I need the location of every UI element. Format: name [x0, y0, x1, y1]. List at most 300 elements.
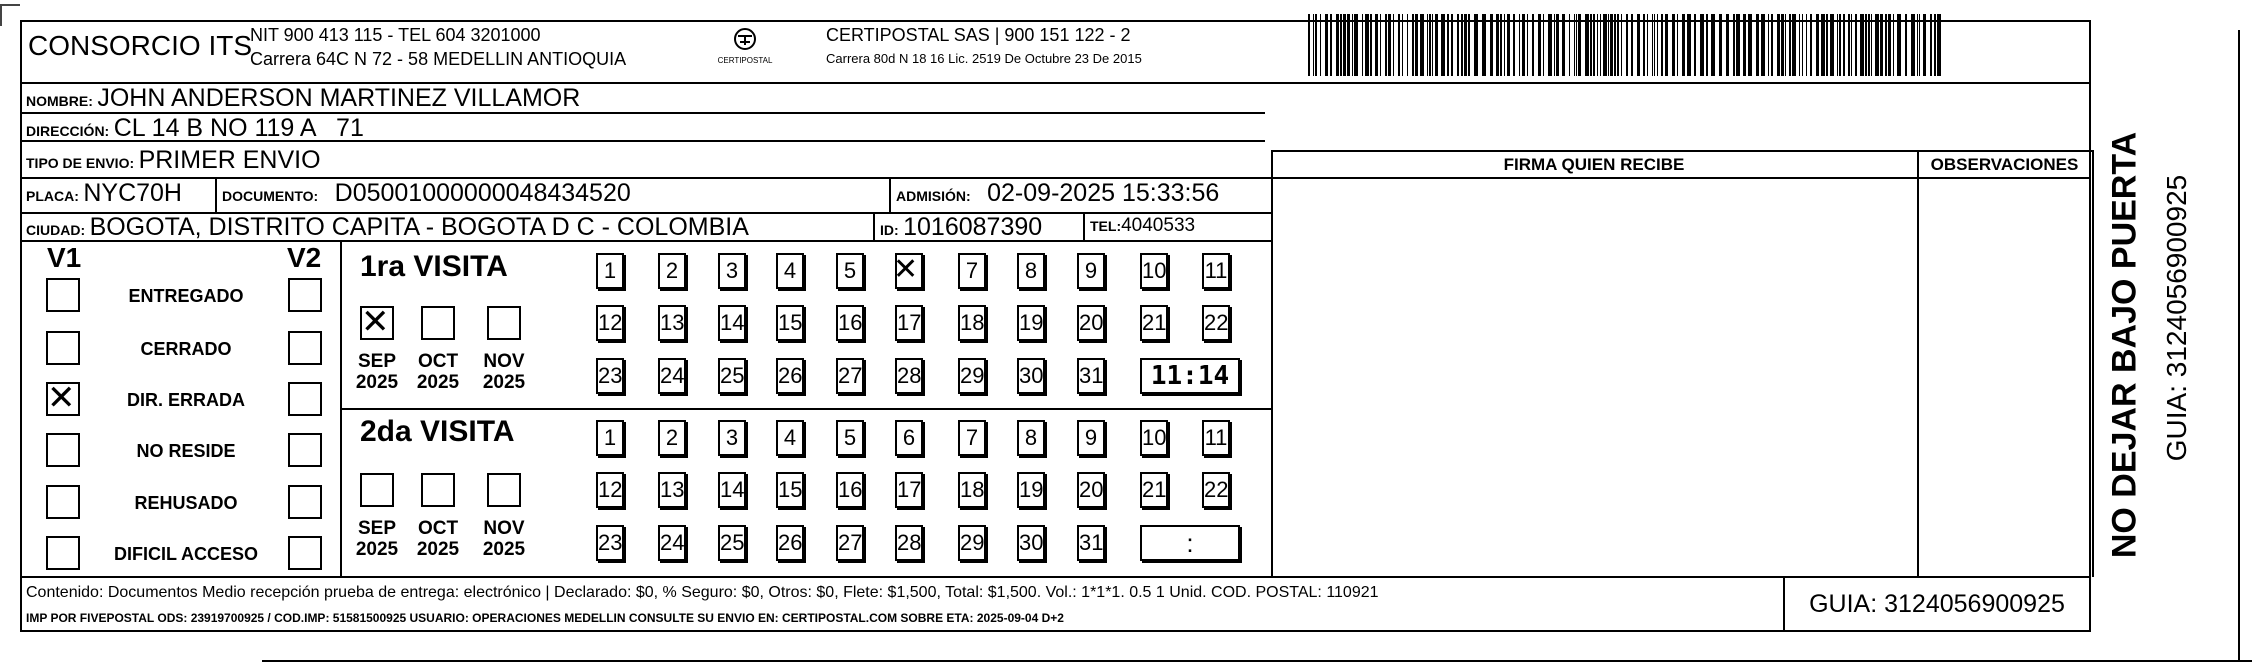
- barcode-bar: [1871, 14, 1872, 76]
- day-box[interactable]: 18: [958, 305, 986, 341]
- barcode-bar: [1362, 14, 1363, 76]
- month-label: [413, 351, 463, 393]
- month-year: 2025: [355, 539, 399, 560]
- contenido-text: Contenido: Documentos Medio recepción prueba de entrega: electrónico | Declarado: $0, % Seguro: $0, Otros: $0, Flete: $1,500, Total: $1,500. Vol.: 1*1*1. 0.5 1 Unid. COD. POSTAL: 110921: [26, 584, 1379, 601]
- barcode-bar: [1860, 14, 1864, 76]
- placa-label: PLACA:: [26, 188, 79, 204]
- barcode-bar: [1647, 14, 1648, 76]
- v1-checkbox[interactable]: [46, 278, 80, 312]
- cell-divider: [1083, 213, 1085, 240]
- ciudad-label: CIUDAD:: [26, 222, 86, 238]
- barcode-bar: [1532, 14, 1534, 76]
- day-box[interactable]: 4: [776, 420, 804, 456]
- barcode-bar: [1830, 14, 1834, 76]
- day-box[interactable]: 12: [596, 472, 624, 508]
- day-box[interactable]: 3: [718, 253, 746, 289]
- day-box[interactable]: 25: [718, 525, 746, 561]
- status-option-label: DIFICIL ACCESO: [113, 544, 258, 564]
- v1-checkbox[interactable]: [46, 485, 80, 519]
- v1-checkbox[interactable]: [46, 536, 80, 570]
- company-name: CONSORCIO ITS: [28, 30, 253, 61]
- day-box[interactable]: 31: [1077, 525, 1105, 561]
- barcode-bar: [1855, 14, 1857, 76]
- barcode-bar: [1519, 14, 1520, 76]
- barcode-bar: [1556, 14, 1559, 76]
- tel-label: TEL:: [1090, 218, 1122, 234]
- barcode-bar: [1610, 14, 1613, 76]
- day-box[interactable]: 17: [895, 305, 923, 341]
- day-box[interactable]: 20: [1077, 472, 1105, 508]
- barcode-bar: [1385, 14, 1387, 76]
- barcode-bar: [1578, 14, 1581, 76]
- v2-checkbox[interactable]: [288, 433, 322, 467]
- barcode-bar: [1893, 14, 1894, 76]
- day-box[interactable]: 17: [895, 472, 923, 508]
- barcode-bar: [1637, 14, 1640, 76]
- cell-divider: [215, 178, 217, 212]
- barcode-bar: [1781, 14, 1784, 76]
- barcode-bar: [1352, 14, 1353, 76]
- ciudad-cell: [26, 213, 749, 242]
- barcode-bar: [1614, 14, 1616, 76]
- month-year: 2025: [355, 372, 399, 393]
- barcode-bar: [1380, 14, 1381, 76]
- barcode-bar: [1504, 14, 1505, 76]
- barcode-bar: [1569, 14, 1570, 76]
- barcode-bar: [1482, 14, 1486, 76]
- nombre-label: NOMBRE:: [26, 93, 93, 109]
- row-rule: [20, 576, 2091, 578]
- barcode-bar: [1451, 14, 1453, 76]
- tel-cell: [1090, 215, 1195, 237]
- visit-2-title: 2da VISITA: [360, 415, 515, 448]
- barcode-bar: [1336, 14, 1339, 76]
- barcode-bar: [1652, 14, 1653, 76]
- barcode-bar: [1785, 14, 1786, 76]
- placa-value: NYC70H: [83, 179, 182, 207]
- month-checkbox[interactable]: [360, 302, 394, 342]
- barcode-bar: [1320, 14, 1321, 76]
- barcode-bar: [1826, 14, 1828, 76]
- placa-cell: [26, 179, 182, 208]
- day-box[interactable]: 22: [1202, 305, 1230, 341]
- barcode-bar: [1806, 14, 1807, 76]
- barcode-bar: [1865, 14, 1867, 76]
- day-box[interactable]: 19: [1017, 305, 1045, 341]
- barcode-bar: [1843, 14, 1845, 76]
- barcode-bar: [1308, 14, 1310, 76]
- status-option-label: REHUSADO: [134, 493, 238, 513]
- barcode-bar: [1810, 14, 1812, 76]
- visit-divider: [340, 408, 1272, 410]
- direccion-value: CL 14 B NO 119 A 71: [113, 114, 364, 142]
- barcode-bar: [1608, 14, 1609, 76]
- time-field[interactable]: 11:14: [1140, 358, 1240, 394]
- barcode-bar: [1839, 14, 1841, 76]
- month-label: [479, 518, 529, 560]
- barcode-bar: [1930, 14, 1932, 76]
- month-checkbox[interactable]: [421, 473, 455, 507]
- v2-header: V2: [287, 242, 322, 273]
- corner-mark: [0, 4, 20, 7]
- barcode-bar: [1507, 14, 1510, 76]
- barcode-bar: [1768, 14, 1769, 76]
- barcode-bar: [1748, 14, 1752, 76]
- nombre-value: JOHN ANDERSON MARTINEZ VILLAMOR: [97, 84, 581, 112]
- id-cell: [880, 213, 1042, 242]
- barcode-bar: [1706, 14, 1708, 76]
- day-box[interactable]: 19: [1017, 472, 1045, 508]
- direccion-row: [26, 114, 364, 143]
- v1-checkbox[interactable]: [46, 331, 80, 365]
- barcode-bar: [1777, 14, 1780, 76]
- barcode-bar: [1868, 14, 1870, 76]
- corner-mark: [0, 4, 2, 26]
- day-box[interactable]: 23: [596, 525, 624, 561]
- obs-right-divider: [2092, 150, 2094, 577]
- day-box[interactable]: 30: [1017, 525, 1045, 561]
- barcode-bar: [1543, 14, 1544, 76]
- side-guia: GUIA: 3124056900925: [2161, 174, 2192, 462]
- day-box[interactable]: 29: [958, 358, 986, 394]
- day-box[interactable]: 29: [958, 525, 986, 561]
- month-name: SEP: [357, 518, 397, 539]
- barcode-bar: [1370, 14, 1372, 76]
- day-box[interactable]: 5: [836, 420, 864, 456]
- tel-value: 4040533: [1121, 215, 1196, 236]
- barcode-bar: [1905, 14, 1907, 76]
- barcode-bar: [1848, 14, 1850, 76]
- month-name: OCT: [417, 518, 459, 539]
- time-field[interactable]: :: [1140, 525, 1240, 561]
- day-box[interactable]: 7: [958, 420, 986, 456]
- barcode-bar: [1527, 14, 1528, 76]
- day-box[interactable]: 16: [836, 305, 864, 341]
- barcode-bar: [1661, 14, 1663, 76]
- barcode-bar: [1474, 14, 1478, 76]
- day-box[interactable]: 11: [1202, 253, 1230, 289]
- month-checkbox[interactable]: [487, 473, 521, 507]
- day-box[interactable]: 2: [658, 253, 686, 289]
- barcode-bar: [1388, 14, 1391, 76]
- day-box[interactable]: 22: [1202, 472, 1230, 508]
- month-checkbox[interactable]: [421, 306, 455, 340]
- admision-value: 02-09-2025 15:33:56: [987, 179, 1220, 207]
- month-checkbox[interactable]: [360, 473, 394, 507]
- barcode-bar: [1885, 14, 1887, 76]
- day-box[interactable]: 27: [836, 358, 864, 394]
- barcode-bar: [1617, 14, 1619, 76]
- company-address: Carrera 64C N 72 - 58 MEDELLIN ANTIOQUIA: [250, 49, 627, 69]
- id-value: 1016087390: [903, 213, 1043, 241]
- firma-area[interactable]: [1273, 180, 1915, 574]
- day-box[interactable]: 26: [776, 358, 804, 394]
- day-box[interactable]: 25: [718, 358, 746, 394]
- v1-checkbox[interactable]: [46, 378, 80, 418]
- barcode-bar: [1626, 14, 1628, 76]
- month-checkbox[interactable]: [487, 306, 521, 340]
- barcode-bar: [1554, 14, 1555, 76]
- documento-label: DOCUMENTO:: [222, 188, 319, 204]
- barcode-bar: [1631, 14, 1633, 76]
- form-shadow: [2238, 30, 2240, 662]
- month-label: [352, 518, 402, 560]
- status-option-label: NO RESIDE: [136, 441, 236, 461]
- nombre-row: [26, 84, 580, 113]
- tipo-row: [26, 146, 321, 175]
- barcode-bar: [1574, 14, 1575, 76]
- barcode-bar: [1313, 14, 1314, 76]
- day-box[interactable]: 1: [596, 253, 624, 289]
- barcode-bar: [1420, 14, 1424, 76]
- day-box[interactable]: 1: [596, 420, 624, 456]
- day-box[interactable]: [895, 253, 923, 289]
- month-year: 2025: [482, 539, 526, 560]
- barcode-bar: [1923, 14, 1926, 76]
- carrier-name: CERTIPOSTAL SAS | 900 151 122 - 2: [826, 25, 1131, 45]
- barcode-bar: [1402, 14, 1403, 76]
- day-box[interactable]: 5: [836, 253, 864, 289]
- day-box[interactable]: 9: [1077, 420, 1105, 456]
- cell-divider: [873, 213, 875, 240]
- barcode-bar: [1407, 14, 1408, 76]
- barcode-bar: [1600, 14, 1601, 76]
- barcode-bar: [1934, 14, 1936, 76]
- day-box[interactable]: 8: [1017, 420, 1045, 456]
- barcode-bar: [1821, 14, 1825, 76]
- direccion-label: DIRECCIÓN:: [26, 123, 110, 139]
- day-box[interactable]: 15: [776, 472, 804, 508]
- barcode-bar: [1585, 14, 1589, 76]
- cell-divider: [889, 178, 891, 212]
- barcode-bar: [1603, 14, 1607, 76]
- day-box[interactable]: 24: [658, 358, 686, 394]
- documento-value: D05001000000048434520: [334, 179, 631, 207]
- barcode-bar: [1330, 14, 1332, 76]
- day-box[interactable]: 14: [718, 472, 746, 508]
- barcode-bar: [1398, 14, 1400, 76]
- right-top-rule: [1271, 150, 2092, 152]
- barcode-bar: [1888, 14, 1891, 76]
- barcode-bar: [1837, 14, 1838, 76]
- tipo-value: PRIMER ENVIO: [138, 146, 321, 174]
- barcode-bar: [1325, 14, 1328, 76]
- v2-checkbox[interactable]: [288, 536, 322, 570]
- barcode-bar: [1643, 14, 1645, 76]
- barcode-bar: [1490, 14, 1493, 76]
- day-box[interactable]: 21: [1140, 472, 1168, 508]
- svg-text:CERTIPOSTAL: CERTIPOSTAL: [717, 56, 773, 65]
- barcode-bar: [1562, 14, 1565, 76]
- barcode-bar: [1694, 14, 1696, 76]
- barcode-bar: [1911, 14, 1915, 76]
- barcode-bar: [1435, 14, 1438, 76]
- barcode-bar: [1593, 14, 1595, 76]
- barcode-bar: [1315, 14, 1317, 76]
- day-box[interactable]: 31: [1077, 358, 1105, 394]
- status-option-label: ENTREGADO: [128, 286, 244, 306]
- month-year: 2025: [482, 372, 526, 393]
- barcode-bar: [1880, 14, 1883, 76]
- barcode-bar: [1733, 14, 1735, 76]
- day-box[interactable]: 16: [836, 472, 864, 508]
- x-mark-icon: ✕: [361, 302, 390, 342]
- company-nit: NIT 900 413 115 - TEL 604 3201000: [250, 25, 541, 45]
- day-box[interactable]: 10: [1140, 253, 1168, 289]
- barcode-bar: [1937, 14, 1941, 76]
- documento-cell: [222, 179, 631, 208]
- barcode-bar: [1682, 14, 1685, 76]
- day-box[interactable]: 6: [895, 420, 923, 456]
- month-label: [413, 518, 463, 560]
- status-option-label: CERRADO: [140, 339, 232, 359]
- id-label: ID:: [880, 222, 899, 238]
- barcode-bar: [1711, 14, 1715, 76]
- day-box[interactable]: 27: [836, 525, 864, 561]
- day-box[interactable]: 7: [958, 253, 986, 289]
- barcode-bar: [1393, 14, 1394, 76]
- firma-header: FIRMA QUIEN RECIBE: [1503, 155, 1685, 174]
- barcode-bar: [1736, 14, 1740, 76]
- barcode-bar: [1590, 14, 1592, 76]
- day-box[interactable]: 30: [1017, 358, 1045, 394]
- ciudad-value: BOGOTA, DISTRITO CAPITA - BOGOTA D C - COLOMBIA: [89, 213, 749, 241]
- barcode-bar: [1538, 14, 1541, 76]
- v2-checkbox[interactable]: [288, 485, 322, 519]
- barcode-bar: [1816, 14, 1819, 76]
- form-shadow: [262, 660, 2252, 662]
- barcode-bar: [1756, 14, 1759, 76]
- barcode-bar: [1513, 14, 1515, 76]
- barcode-bar: [1677, 14, 1678, 76]
- v2-checkbox[interactable]: [288, 331, 322, 365]
- barcode-bar: [1447, 14, 1449, 76]
- day-box[interactable]: 8: [1017, 253, 1045, 289]
- barcode-bar: [1429, 14, 1431, 76]
- barcode-bar: [1347, 14, 1350, 76]
- barcode-bar: [1432, 14, 1433, 76]
- barcode-bar: [1719, 14, 1722, 76]
- barcode-bar: [1917, 14, 1918, 76]
- day-box[interactable]: 20: [1077, 305, 1105, 341]
- barcode-bar: [1427, 14, 1428, 76]
- barcode-bar: [1851, 14, 1852, 76]
- imp-text: IMP POR FIVEPOSTAL ODS: 23919700925 / COD.IMP: 51581500925 USUARIO: OPERACIONES MEDELLIN CONSULTE SU ENVIO EN: CERTIPOSTAL.COM SOBRE ETA: 2025-09-04 D+2: [26, 611, 1064, 625]
- day-box[interactable]: 15: [776, 305, 804, 341]
- barcode: [1308, 14, 1944, 76]
- month-name: SEP: [357, 351, 397, 372]
- barcode-bar: [1802, 14, 1803, 76]
- barcode-bar: [1522, 14, 1525, 76]
- day-box[interactable]: 26: [776, 525, 804, 561]
- v1-checkbox[interactable]: [46, 433, 80, 467]
- barcode-bar: [1464, 14, 1467, 76]
- day-box[interactable]: 13: [658, 472, 686, 508]
- day-box[interactable]: 2: [658, 420, 686, 456]
- status-option-label: DIR. ERRADA: [126, 390, 245, 410]
- x-mark-icon: ✕: [47, 378, 76, 418]
- day-box[interactable]: 3: [718, 420, 746, 456]
- month-name: OCT: [417, 351, 459, 372]
- day-box[interactable]: 12: [596, 305, 624, 341]
- day-box[interactable]: 9: [1077, 253, 1105, 289]
- day-box[interactable]: 11: [1202, 420, 1230, 456]
- barcode-bar: [1771, 14, 1773, 76]
- month-year: 2025: [416, 372, 460, 393]
- certipostal-logo: [705, 25, 785, 69]
- barcode-bar: [1415, 14, 1418, 76]
- barcode-bar: [1354, 14, 1358, 76]
- day-box[interactable]: 28: [895, 525, 923, 561]
- day-box[interactable]: 13: [658, 305, 686, 341]
- observaciones-area[interactable]: [1919, 180, 2090, 574]
- no-dejar-bajo-puerta: NO DEJAR BAJO PUERTA: [2105, 131, 2144, 559]
- barcode-bar: [1789, 14, 1791, 76]
- barcode-bar: [1726, 14, 1729, 76]
- admision-cell: [896, 179, 1219, 208]
- barcode-bar: [1687, 14, 1691, 76]
- visit-1-title: 1ra VISITA: [360, 250, 508, 283]
- barcode-bar: [1665, 14, 1668, 76]
- month-label: [479, 351, 529, 393]
- month-year: 2025: [416, 539, 460, 560]
- footer-guia: GUIA: 3124056900925: [1809, 590, 2065, 618]
- barcode-bar: [1457, 14, 1459, 76]
- tipo-label: TIPO DE ENVIO:: [26, 155, 135, 171]
- barcode-bar: [1340, 14, 1342, 76]
- barcode-bar: [1343, 14, 1346, 76]
- barcode-bar: [1743, 14, 1746, 76]
- barcode-bar: [1496, 14, 1499, 76]
- day-box[interactable]: 4: [776, 253, 804, 289]
- day-box[interactable]: 23: [596, 358, 624, 394]
- day-box[interactable]: 10: [1140, 420, 1168, 456]
- barcode-bar: [1897, 14, 1901, 76]
- barcode-bar: [1412, 14, 1414, 76]
- barcode-bar: [1700, 14, 1704, 76]
- month-name: NOV: [483, 518, 525, 539]
- day-box[interactable]: 28: [895, 358, 923, 394]
- barcode-bar: [1799, 14, 1800, 76]
- carrier-address: Carrera 80d N 18 16 Lic. 2519 De Octubre 23 De 2015: [826, 51, 1142, 66]
- day-box[interactable]: 18: [958, 472, 986, 508]
- barcode-bar: [1654, 14, 1655, 76]
- day-box[interactable]: 21: [1140, 305, 1168, 341]
- barcode-bar: [1461, 14, 1463, 76]
- day-box[interactable]: 24: [658, 525, 686, 561]
- barcode-bar: [1500, 14, 1502, 76]
- barcode-bar: [1468, 14, 1470, 76]
- v2-checkbox[interactable]: [288, 278, 322, 312]
- x-mark-icon: ✕: [893, 252, 919, 287]
- barcode-bar: [1597, 14, 1598, 76]
- barcode-bar: [1792, 14, 1796, 76]
- v1-header: V1: [47, 242, 82, 273]
- barcode-bar: [1875, 14, 1879, 76]
- month-label: [352, 351, 402, 393]
- barcode-bar: [1672, 14, 1675, 76]
- v2-checkbox[interactable]: [288, 382, 322, 416]
- barcode-bar: [1621, 14, 1622, 76]
- admision-label: ADMISIÓN:: [896, 188, 971, 204]
- barcode-bar: [1441, 14, 1445, 76]
- day-box[interactable]: 14: [718, 305, 746, 341]
- barcode-bar: [1548, 14, 1552, 76]
- month-name: NOV: [483, 351, 525, 372]
- barcode-bar: [1365, 14, 1369, 76]
- observaciones-header: OBSERVACIONES: [1930, 155, 2079, 174]
- barcode-bar: [1375, 14, 1378, 76]
